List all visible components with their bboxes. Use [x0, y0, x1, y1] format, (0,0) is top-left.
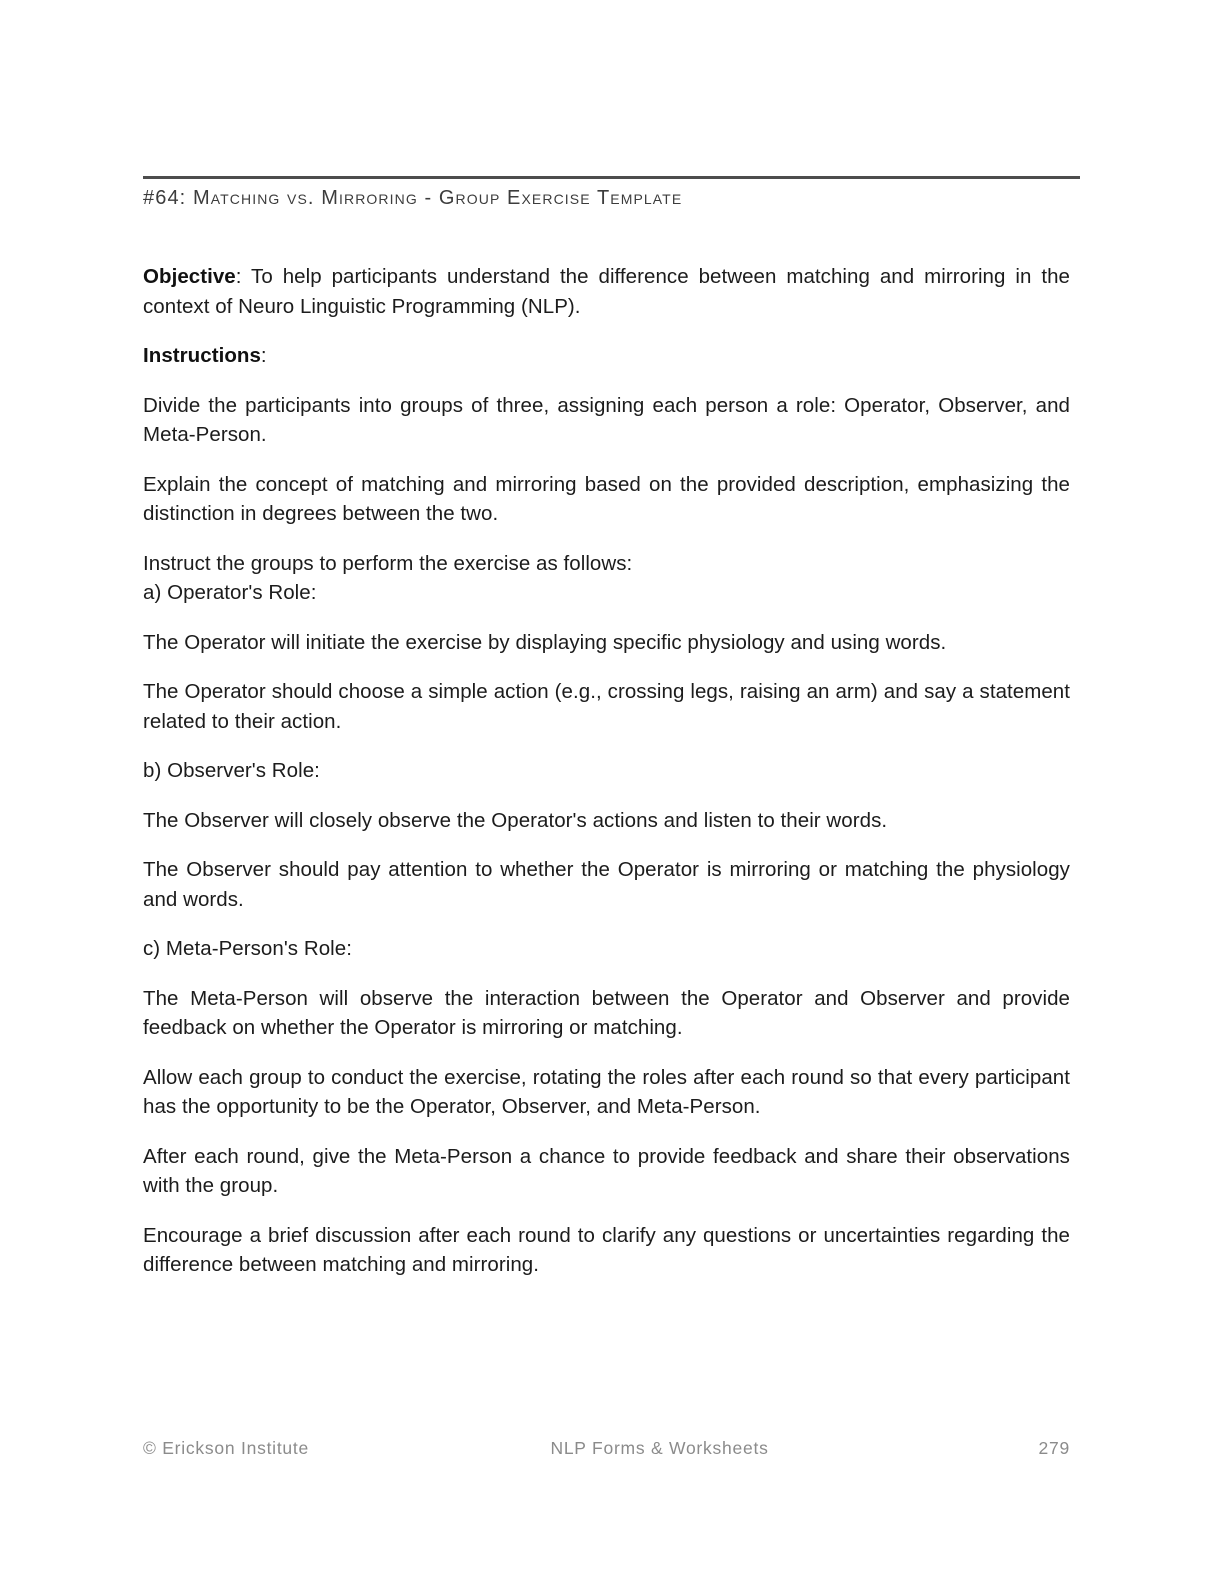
- footer-title: NLP Forms & Worksheets: [550, 1438, 769, 1458]
- paragraph-after-each-round: After each round, give the Meta-Person a chance to provide feedback and share their observations with the group.: [143, 1144, 1070, 1197]
- paragraph-observer-attention: The Observer should pay attention to whether the Operator is mirroring or matching the physiology and words.: [143, 858, 1070, 911]
- objective-text: : To help participants understand the difference between matching and mirroring in the context of Neuro Linguistic Programming (NLP).: [143, 265, 1070, 318]
- paragraph-allow-each-group: Allow each group to conduct the exercise, rotating the roles after each round so that every participant has the opportunity to be the Operator, Observer, and Meta-Person.: [143, 1065, 1070, 1118]
- objective-label: Objective: [143, 265, 236, 288]
- meta-person-role-heading: c) Meta-Person's Role:: [143, 937, 352, 960]
- page-footer: [143, 1436, 1070, 1460]
- paragraph-explain-concept: Explain the concept of matching and mirroring based on the provided description, emphasizing the distinction in degrees between the two.: [143, 472, 1070, 525]
- footer-copyright: © Erickson Institute: [143, 1438, 310, 1458]
- paragraph-divide-participants: Divide the participants into groups of three, assigning each person a role: Operator, Observer, and Meta-Person.: [143, 393, 1070, 446]
- instructions-label: Instructions: [143, 344, 261, 367]
- objective-paragraph: [143, 262, 1070, 321]
- paragraph-instruct-groups: [143, 549, 1070, 608]
- footer-page-number: 279: [1038, 1438, 1070, 1458]
- observer-role-heading: b) Observer's Role:: [143, 759, 320, 782]
- instruct-groups-line: Instruct the groups to perform the exercise as follows:: [143, 551, 633, 575]
- instructions-heading: [143, 341, 1070, 371]
- instructions-colon: :: [260, 344, 267, 367]
- paragraph-meta-person-observe: The Meta-Person will observe the interaction between the Operator and Observer and provide feedback on whether the Operator is mirroring or matching.: [143, 986, 1070, 1039]
- page-title: #64: Matching vs. Mirroring - Group Exercise Template: [143, 187, 683, 209]
- paragraph-operator-initiate: The Operator will initiate the exercise by displaying specific physiology and using words.: [143, 630, 947, 654]
- paragraph-encourage-discussion: Encourage a brief discussion after each round to clarify any questions or uncertainties regarding the difference between matching and mirroring.: [143, 1223, 1070, 1276]
- paragraph-observer-observe: The Observer will closely observe the Operator's actions and listen to their words.: [143, 808, 888, 832]
- header-divider-rule: [143, 176, 1080, 179]
- paragraph-operator-simple-action: The Operator should choose a simple action (e.g., crossing legs, raising an arm) and say a statement related to their action.: [143, 680, 1070, 733]
- operator-role-heading: a) Operator's Role:: [143, 581, 317, 604]
- document-body: [143, 262, 1070, 1280]
